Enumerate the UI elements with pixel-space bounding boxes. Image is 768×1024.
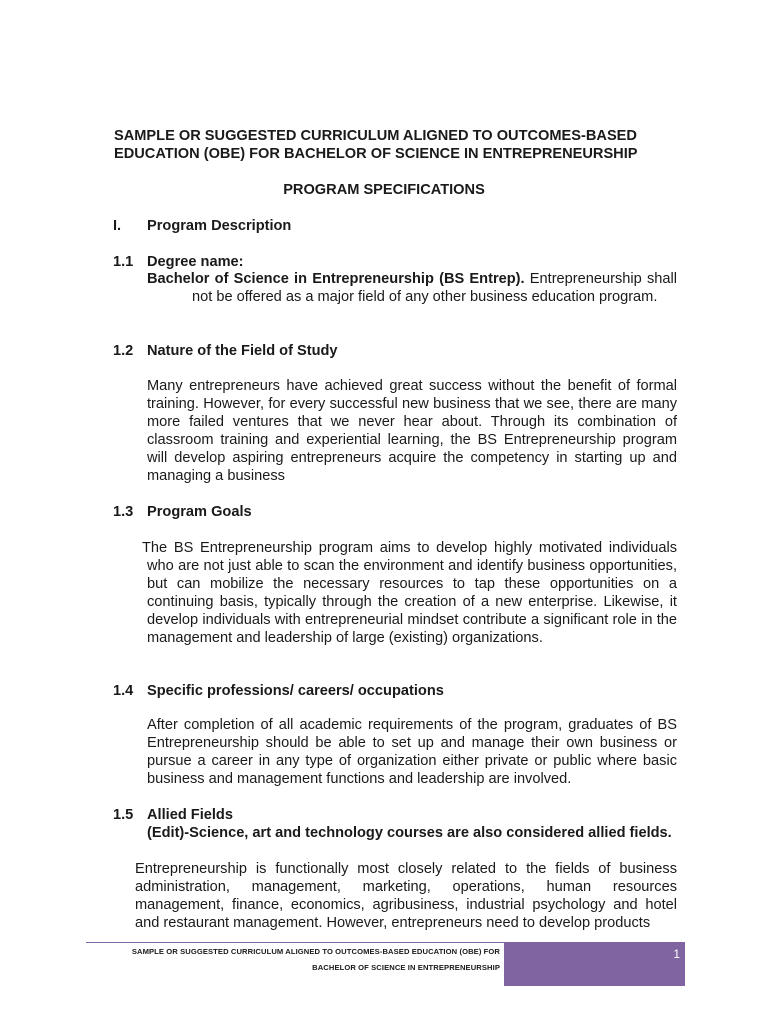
title-line-1: SAMPLE OR SUGGESTED CURRICULUM ALIGNED TO OUTCOMES-BASED (114, 128, 637, 144)
section-title: Program Goals (147, 504, 252, 520)
document-title (114, 127, 674, 163)
footer-text (86, 944, 500, 976)
degree-note: Entrepreneurship shall not be offered as a major field of any other business education program. (192, 271, 677, 305)
nature-paragraph: Many entrepreneurs have achieved great success without the benefit of formal training. However, for every successful new business that we see, there are many more failed ventures that we never hear about. Through its combination of classroom training and experiential learning, the BS Entrepreneurship program will develop aspiring entrepreneurs acquire the competency in starting up and managing a business (147, 378, 677, 484)
allied-fields-paragraph: Entrepreneurship is functionally most closely related to the fields of business administration, management, marketing, operations, human resources management, finance, economics, agribusiness, industrial psychology and hotel and restaurant management. However, entrepreneurs need to develop products (135, 861, 677, 931)
section-title: Degree name: (147, 254, 244, 270)
title-line-2: EDUCATION (OBE) FOR BACHELOR OF SCIENCE IN ENTREPRENEURSHIP (114, 146, 638, 162)
degree-name: Bachelor of Science in Entrepreneurship (BS Entrep). (147, 271, 525, 287)
document-subtitle: PROGRAM SPECIFICATIONS (283, 182, 485, 198)
section-heading-1-2 (0, 342, 768, 360)
section-title: Specific professions/ careers/ occupations (147, 683, 444, 699)
section-number: 1.5 (113, 807, 134, 823)
section-number: 1.3 (113, 504, 134, 520)
section-number: I. (113, 218, 122, 234)
page-number: 1 (673, 947, 680, 961)
careers-paragraph: After completion of all academic requirements of the program, graduates of BS Entrepreneurship should be able to set up and manage their own business or pursue a career in any type of organization either private or public where basic business and management functions and leadership are involved. (147, 717, 677, 787)
degree-name-paragraph (147, 270, 677, 306)
section-number: 1.4 (113, 683, 134, 699)
section-title: Nature of the Field of Study (147, 343, 338, 359)
section-heading-1-5 (0, 806, 768, 824)
section-title: Program Description (147, 218, 292, 234)
allied-fields-note: (Edit)-Science, art and technology courses are also considered allied fields. (147, 825, 672, 841)
section-number: 1.2 (113, 343, 134, 359)
footer-line-1: SAMPLE OR SUGGESTED CURRICULUM ALIGNED TO OUTCOMES-BASED EDUCATION (OBE) FOR (131, 947, 500, 956)
section-heading-1-1 (0, 253, 768, 271)
section-heading-1-3 (0, 503, 768, 521)
section-heading-1-4 (0, 682, 768, 700)
section-heading-I (0, 217, 768, 235)
footer-rule (86, 942, 504, 943)
footer-line-2: BACHELOR OF SCIENCE IN ENTREPRENEURSHIP (312, 963, 500, 972)
section-title: Allied Fields (147, 807, 233, 823)
goals-paragraph: The BS Entrepreneurship program aims to develop highly motivated individuals who are not just able to scan the environment and identify business opportunities, but can mobilize the necessary resources to tap these opportunities on a continuing basis, typically through the creation of a new enterprise. Likewise, it develop individuals with entrepreneurial mindset contribute a significant role in the management and leadership of large (existing) organizations. (142, 540, 677, 646)
section-number: 1.1 (113, 254, 134, 270)
